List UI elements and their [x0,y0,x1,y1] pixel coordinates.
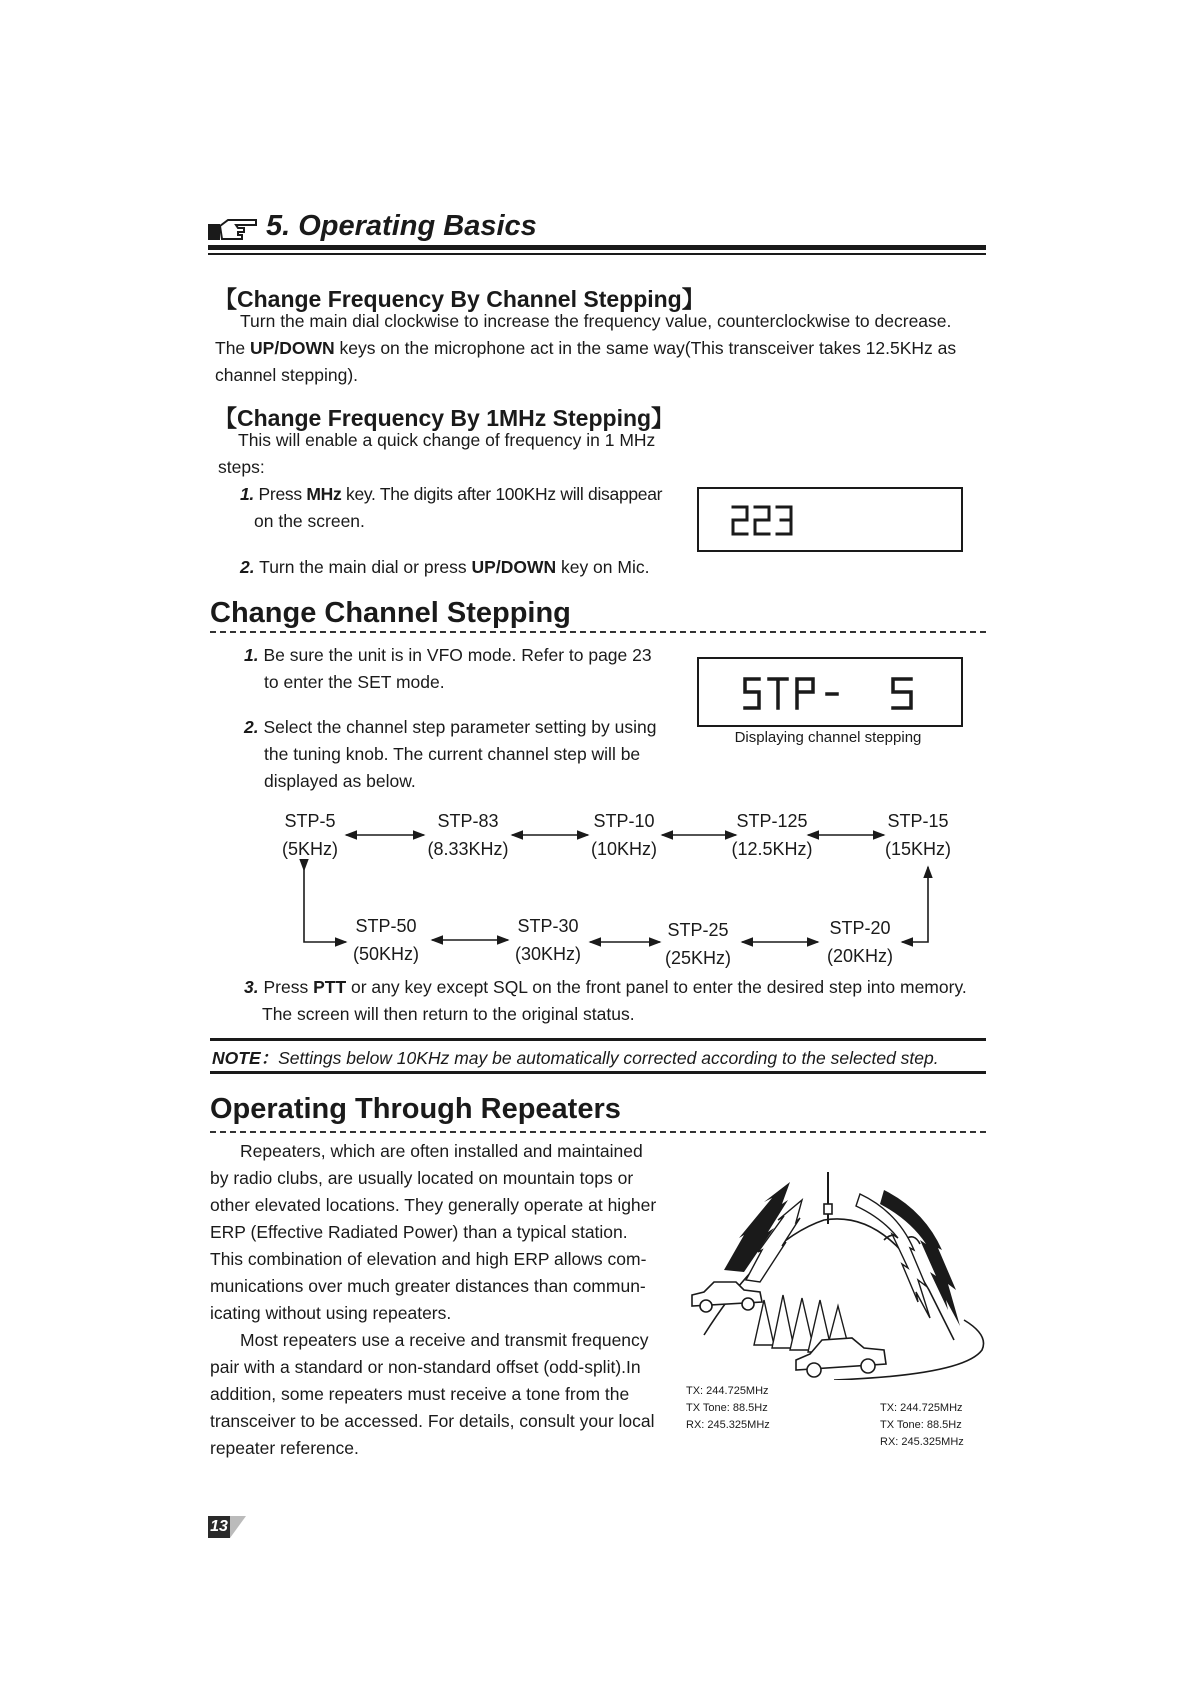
left-station-freqs: TX: 244.725MHz TX Tone: 88.5Hz RX: 245.325MHz [686,1385,770,1431]
signal-arrow-outline-icon [856,1194,930,1318]
page-number: 13 [208,1516,230,1538]
section1-line3: channel stepping). [215,365,359,385]
step-node: STP-20 (20KHz) [826,918,893,966]
section1-line1: Turn the main dial clockwise to increase the frequency value, counterclockwise to decrease. [240,311,952,331]
section-heading-1mhz-stepping: 【Change Frequency By 1MHz Stepping】 [214,405,675,431]
page-tab-icon [230,1516,246,1538]
repeater-illustration [684,1160,994,1380]
section2-step1: 1. Press MHz key. The digits after 100KHz will disappear on the screen. [240,484,663,531]
section3-step2: 2. Select the channel step parameter setting by using the tuning knob. The current channel step will be displayed as below. [244,717,657,791]
step-node: STP-10 (10KHz) [590,811,657,859]
step-node: STP-83 (8.33KHz) [427,811,509,859]
section2-intro: This will enable a quick change of frequency in 1 MHz steps: [218,430,656,477]
step-node: STP-5 (5KHz) [281,811,338,859]
step-node: STP-50 (50KHz) [352,916,419,964]
step-node: STP-15 (15KHz) [884,811,951,859]
note-box [210,1038,986,1074]
section3-step3: 3. Press PTT or any key except SQL on the front panel to enter the desired step into memory. The screen will then return to the original status. [244,977,967,1024]
chapter-title: 5. Operating Basics [266,210,537,242]
repeaters-para1: Repeaters, which are often installed and maintained by radio clubs, are usually located on mountain tops or other elevated locations. They generally operate at higher ERP (Effective Radiated Power) than a typical station. This combination of elevation and high ERP allows com- munications over much greater distances than commun- icating without using repeaters. [210,1141,657,1323]
right-station-freqs: TX: 244.725MHz TX Tone: 88.5Hz RX: 245.325MHz [880,1402,964,1448]
car-icon-left [692,1282,762,1312]
section-heading-channel-stepping: 【Change Frequency By Channel Stepping】 [214,286,705,312]
lcd-caption: Displaying channel stepping [734,729,922,746]
step-node: STP-125 (12.5KHz) [731,811,813,859]
step-node: STP-25 (25KHz) [664,920,731,968]
section3-step1: 1. Be sure the unit is in VFO mode. Refer to page 23 to enter the SET mode. [244,645,652,692]
note-label: NOTE： [212,1048,279,1068]
signal-down-arrow-icon [880,1190,960,1326]
dashed-rule [210,1131,986,1133]
section1-line2: The UP/DOWN keys on the microphone act in the same way(This transceiver takes 12.5KHz as [215,338,957,358]
section-heading-repeaters: Operating Through Repeaters [210,1093,621,1125]
step-node: STP-30 (30KHz) [514,916,581,964]
repeaters-para2: Most repeaters use a receive and transmit frequency pair with a standard or non-standard offset (odd-split).In addition, some repeaters must receive a tone from the transceiver to be accessed. For details, consult your local repeater reference. [210,1330,655,1458]
note-text: Settings below 10KHz may be automatically corrected according to the selected step. [278,1048,939,1068]
section2-step2: 2. Turn the main dial or press UP/DOWN key on Mic. [240,557,650,577]
section-heading-change-channel-stepping: Change Channel Stepping [210,597,571,629]
